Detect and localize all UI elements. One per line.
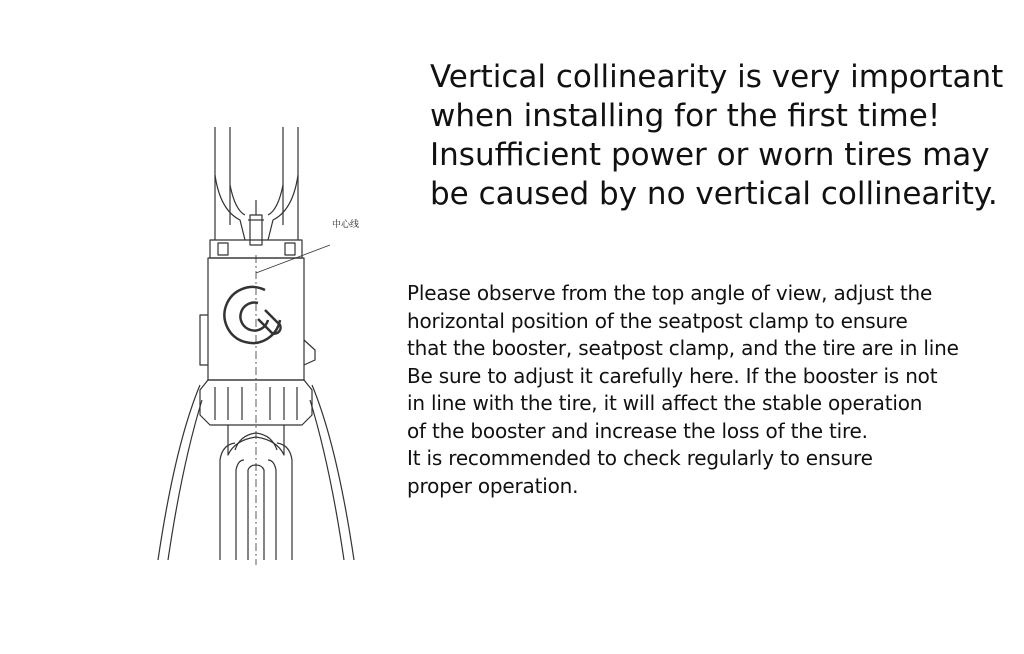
body-line: It is recommended to check regularly to ensure: [407, 446, 873, 470]
body-line: of the booster and increase the loss of the tire.: [407, 418, 868, 443]
heading-line: be caused by no vertical collinearity.: [430, 176, 998, 212]
tire-left-edge: [220, 443, 235, 560]
centerline-label: 中心线: [332, 220, 360, 230]
fork-blade-left: [158, 385, 200, 560]
warning-heading: [430, 58, 1010, 214]
installation-diagram: [140, 115, 410, 570]
fork-blade-right: [312, 385, 354, 560]
body-line: proper operation.: [407, 473, 579, 498]
body-line: in line with the tire, it will affect the stable operation: [407, 391, 923, 415]
instruction-text: [407, 280, 1022, 500]
body-line: Please observe from the top angle of view, adjust the: [407, 281, 933, 305]
body-line: horizontal position of the seatpost clamp to ensure: [407, 308, 908, 333]
body-line: that the booster, seatpost clamp, and the tire are in line: [407, 336, 959, 360]
booster-line-drawing: [140, 115, 410, 570]
heading-line: Insufficient power or worn tires may: [430, 137, 990, 173]
tire-right-edge: [277, 443, 292, 560]
heading-line: when installing for the first time!: [430, 98, 941, 134]
heading-line: Vertical collinearity is very important: [430, 59, 1004, 95]
body-line: Be sure to adjust it carefully here. If the booster is not: [407, 363, 938, 388]
